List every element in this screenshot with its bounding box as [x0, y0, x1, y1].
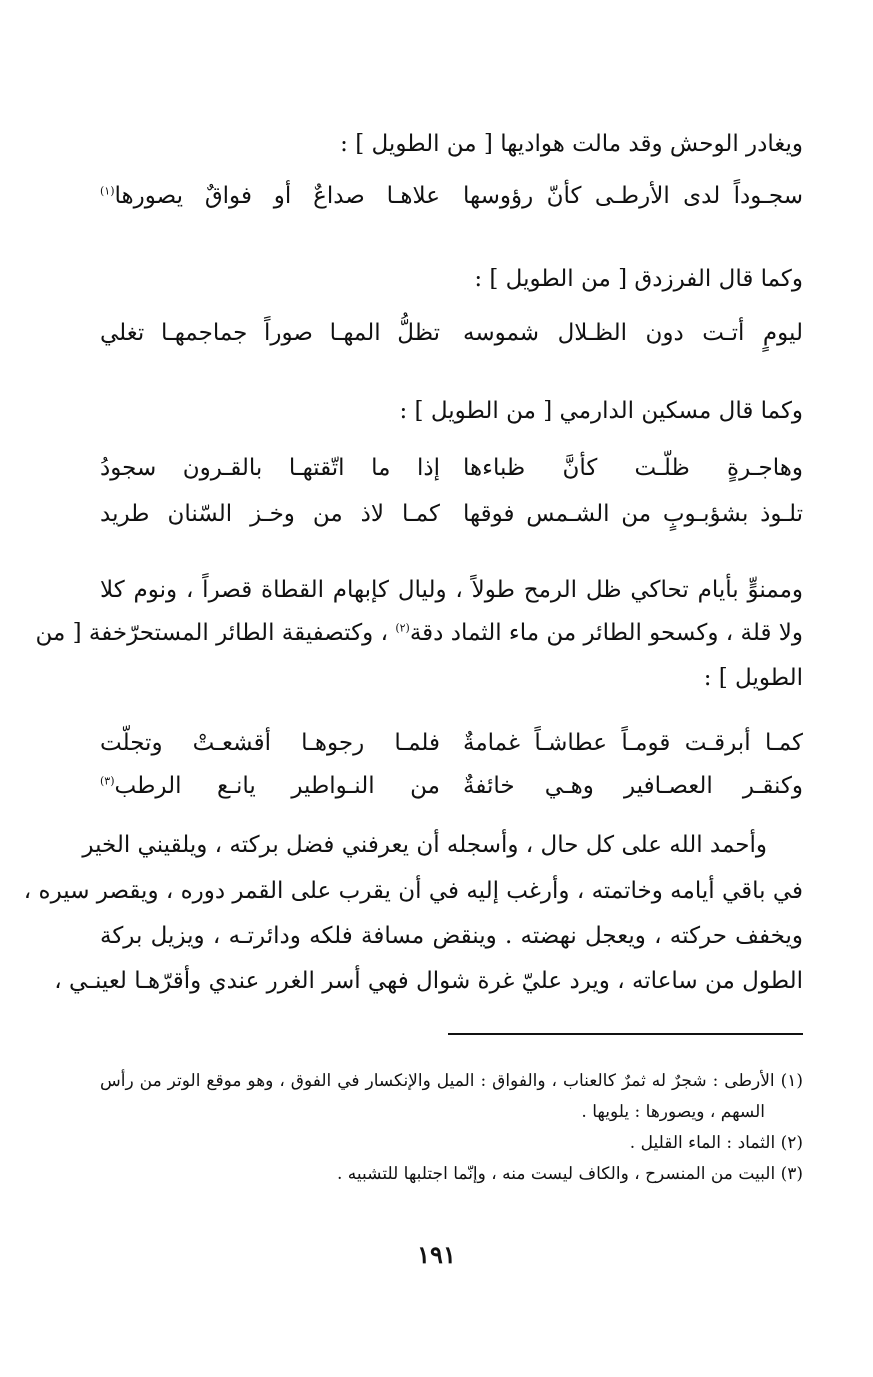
verse-6-first-hemistich: وكنقـر العصـافير وهـي خائفةٌ	[463, 773, 803, 799]
verse-4-first-hemistich: تلـوذ بشؤبـوبٍ من الشـمس فوقها	[463, 501, 803, 527]
footnote-2: (٢) الثماد : الماء القليل .	[629, 1133, 803, 1153]
footnote-3: (٣) البيت من المنسرح ، والكاف ليست منه ، وإنّما اجتلبها للتشبيه .	[336, 1164, 803, 1184]
verse-2	[100, 317, 803, 349]
para2-line-4: الطول من ساعاته ، ويرد عليّ غرة شوال فهي أسر الغرر عندي وأقرّهـا لعينـي ،	[54, 968, 803, 994]
para1-line-2-start: ولا قلة ، وكسحو الطائر من ماء الثماد دقة	[409, 620, 803, 646]
footnote-divider	[448, 1033, 803, 1035]
verse-6-second-hemistich	[100, 770, 440, 802]
verse-1-first-hemistich: سجـوداً لدى الأرطـى كأنّ رؤوسها	[463, 183, 803, 209]
verse-1-second-text: علاهـا صداعٌ أو فواقٌ يصورها	[114, 183, 440, 209]
verse-3-second-hemistich: إذا ما اتّقتهـا بالقـرون سجودُ	[100, 455, 440, 481]
footnote-1-continued: السهم ، ويصورها : يلويها .	[581, 1102, 765, 1122]
para1-line-1: وممنوٍّ بأيام تحاكي ظل الرمح طولاً ، وليال كإبهام القطاة قصراً ، ونوم كلا	[100, 577, 803, 603]
para2-line-1: وأحمد الله على كل حال ، وأسجله أن يعرفني فضل بركته ، ويلقيني الخير	[82, 832, 767, 858]
para1-line-2-end: ، وكتصفيقة الطائر المستحرّخفة [ من	[35, 620, 396, 646]
verse-5-second-hemistich: فلمـا رجوهـا أقشعـتْ وتجلّت	[100, 730, 440, 756]
intro-line-1: ويغادر الوحش وقد مالت هواديها [ من الطويل ] :	[340, 131, 803, 157]
para1-line-2	[35, 617, 803, 649]
verse-2-first-hemistich: ليومٍ أتـت دون الظـلال شموسه	[463, 320, 803, 346]
footnote-marker-2: (٢)	[395, 621, 410, 635]
verse-1	[100, 180, 803, 212]
page-number: ١٩١	[417, 1240, 456, 1269]
verse-4	[100, 498, 803, 530]
book-page	[23, 0, 803, 1377]
verse-5-first-hemistich: كمـا أبرقـت قومـاً عطاشـاً غمامةٌ	[463, 730, 803, 756]
para2-line-3: ويخفف حركته ، ويعجل نهضته . وينقض مسافة فلكه ودائرتـه ، ويزيل بركة	[100, 923, 803, 949]
verse-5	[100, 727, 803, 759]
para1-line-3: الطويل ] :	[703, 665, 803, 691]
footnote-marker-1: (١)	[100, 184, 115, 198]
intro-line-2: وكما قال الفرزدق [ من الطويل ] :	[474, 266, 803, 292]
verse-6-second-text: من النـواطير يانـع الرطب	[114, 773, 440, 799]
verse-2-second-hemistich: تظلُّ المهـا صوراً جماجمهـا تغلي	[100, 320, 440, 346]
footnote-1: (١) الأرطى : شجرٌ له ثمرٌ كالعناب ، والفواق : الميل والإنكسار في الفوق ، وهو موقع الوتر من رأس	[100, 1071, 803, 1091]
intro-line-3: وكما قال مسكين الدارمي [ من الطويل ] :	[399, 398, 803, 424]
verse-1-second-hemistich	[100, 180, 440, 212]
verse-6	[100, 770, 803, 802]
footnote-marker-3: (٣)	[100, 774, 115, 788]
verse-3-first-hemistich: وهاجـرةٍ ظلّـت كأنَّ ظباءها	[463, 455, 803, 481]
para2-line-2: في باقي أيامه وخاتمته ، وأرغب إليه في أن يقرب على القمر دوره ، ويقصر سيره ،	[23, 878, 803, 904]
verse-4-second-hemistich: كمـا لاذ من وخـز السّنان طريد	[100, 501, 440, 527]
verse-3	[100, 452, 803, 484]
